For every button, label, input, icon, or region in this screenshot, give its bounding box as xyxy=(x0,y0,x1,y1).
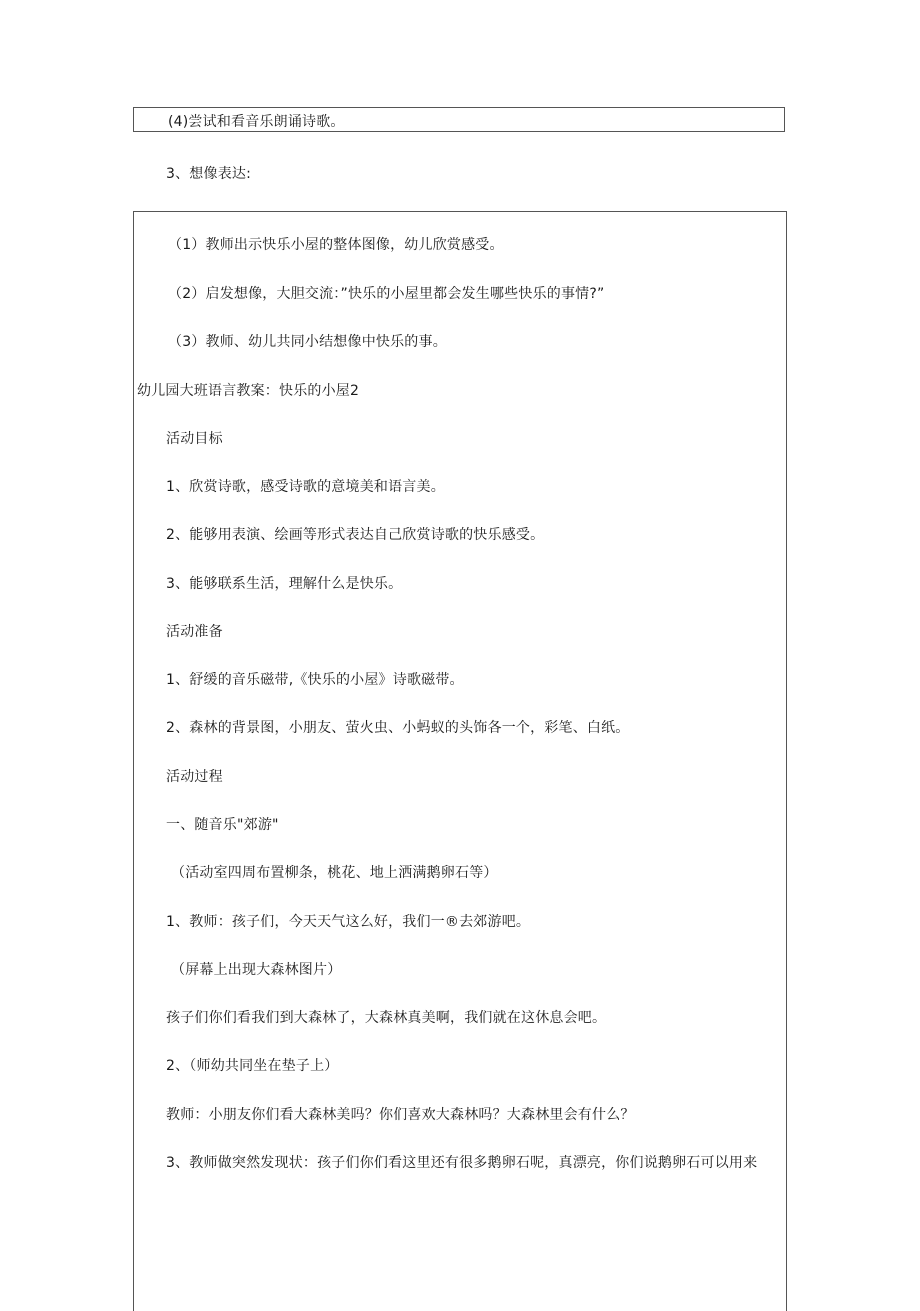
paragraph-heading: 活动准备 xyxy=(166,624,223,640)
paragraph: 2、森林的背景图，小朋友、萤火虫、小蚂蚁的头饰各一个，彩笔、白纸。 xyxy=(166,720,630,736)
paragraph: 3、教师做突然发现状：孩子们你们看这里还有很多鹅卵石呢，真漂亮，你们说鹅卵石可以用来 xyxy=(166,1155,758,1171)
document-subtitle: 幼儿园大班语言教案：快乐的小屋2 xyxy=(137,383,360,399)
top-cell-text: (4)尝试和看音乐朗诵诗歌。 xyxy=(168,114,345,130)
paragraph: （1）教师出示快乐小屋的整体图像，幼儿欣赏感受。 xyxy=(168,237,504,253)
paragraph: 2、能够用表演、绘画等形式表达自己欣赏诗歌的快乐感受。 xyxy=(166,527,545,543)
paragraph: 3、能够联系生活，理解什么是快乐。 xyxy=(166,576,403,592)
paragraph: 一、随音乐"郊游" xyxy=(166,817,279,833)
paragraph: 1、教师：孩子们，今天天气这么好，我们一®去郊游吧。 xyxy=(166,914,531,930)
paragraph: 教师：小朋友你们看大森林美吗？你们喜欢大森林吗？大森林里会有什么？ xyxy=(166,1107,635,1123)
paragraph: 1、欣赏诗歌，感受诗歌的意境美和语言美。 xyxy=(166,479,445,495)
paragraph: （屏幕上出现大森林图片） xyxy=(171,962,342,978)
paragraph: （3）教师、幼儿共同小结想像中快乐的事。 xyxy=(168,334,447,350)
paragraph: 孩子们你们看我们到大森林了，大森林真美啊，我们就在这休息会吧。 xyxy=(166,1010,607,1026)
paragraph: （活动室四周布置柳条，桃花、地上洒满鹅卵石等） xyxy=(171,865,498,881)
section-heading: 3、想像表达: xyxy=(166,166,252,182)
paragraph: 1、舒缓的音乐磁带,《快乐的小屋》诗歌磁带。 xyxy=(166,672,464,688)
paragraph: 2、（师幼共同坐在垫子上） xyxy=(166,1058,339,1074)
paragraph-heading: 活动过程 xyxy=(166,769,223,785)
paragraph-heading: 活动目标 xyxy=(166,431,223,447)
main-table-cell xyxy=(133,211,787,1311)
paragraph: （2）启发想像，大胆交流：”快乐的小屋里都会发生哪些快乐的事情?” xyxy=(168,286,605,302)
